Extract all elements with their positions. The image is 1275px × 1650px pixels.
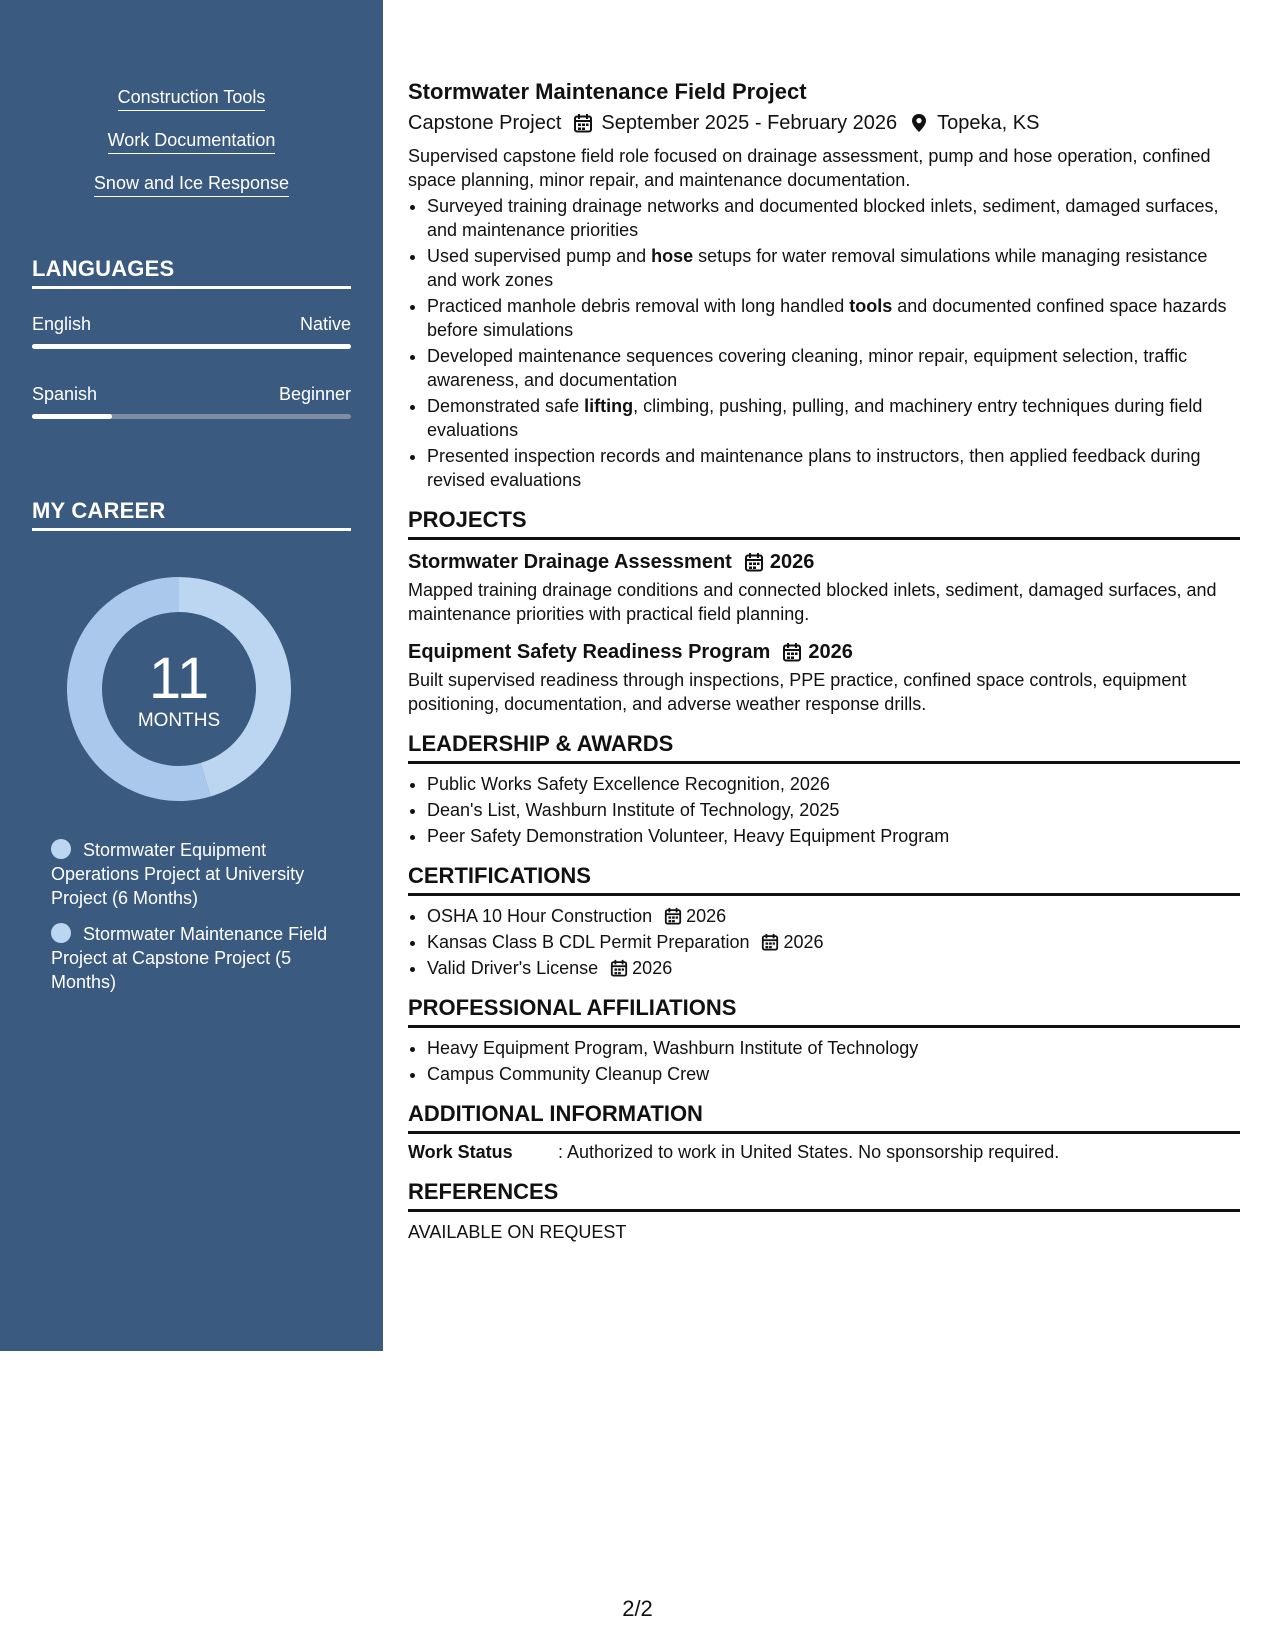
job-bullet: • Practiced manhole debris removal with long handled tools and documented confined space hazards before simulations <box>427 294 1240 342</box>
main-content <box>408 78 1240 1244</box>
project-year: 2026 <box>769 551 815 573</box>
language-level: Native <box>299 314 351 334</box>
leadership-item: • Dean's List, Washburn Institute of Technology, 2025 <box>427 798 1240 822</box>
skill-link-snow-ice-response[interactable]: Snow and Ice Response <box>94 172 289 197</box>
career-heading: MY CAREER <box>32 498 351 531</box>
leadership-item: • Public Works Safety Excellence Recognition, 2026 <box>427 772 1240 796</box>
job-meta <box>408 108 1240 138</box>
skill-links <box>0 86 383 215</box>
page-number: 2/2 <box>622 1596 653 1621</box>
career-item-text: Stormwater Maintenance Field Project at Capstone Project (5 Months) <box>51 924 328 992</box>
leadership-heading: LEADERSHIP & AWARDS <box>408 730 1240 764</box>
calendar-icon <box>782 642 802 662</box>
skill-link-work-documentation[interactable]: Work Documentation <box>108 129 276 154</box>
calendar-icon <box>610 959 628 977</box>
career-total-value: 11 <box>148 646 210 711</box>
language-fill <box>32 414 112 419</box>
job-dates: September 2025 - February 2026 <box>601 112 898 134</box>
job-org: Capstone Project <box>408 112 562 134</box>
career-item-text: Stormwater Equipment Operations Project at University Project (6 Months) <box>51 840 305 908</box>
affiliation-item: • Campus Community Cleanup Crew <box>427 1062 1240 1086</box>
language-bar-spanish <box>32 414 351 419</box>
language-bar-english <box>32 344 351 349</box>
calendar-icon <box>761 933 779 951</box>
additional-info-heading: ADDITIONAL INFORMATION <box>408 1100 1240 1134</box>
language-name: Spanish <box>32 384 98 404</box>
language-name: English <box>32 314 92 334</box>
language-level: Beginner <box>278 384 351 404</box>
legend-dot-icon <box>51 839 71 859</box>
certification-item: • Valid Driver's License 2026 <box>427 956 1240 980</box>
calendar-icon <box>744 552 764 572</box>
calendar-icon <box>573 113 593 133</box>
project-year: 2026 <box>808 641 853 663</box>
affiliations-list <box>408 1036 1240 1086</box>
languages-heading: LANGUAGES <box>32 256 351 289</box>
language-row-spanish <box>32 384 351 405</box>
affiliation-item: • Heavy Equipment Program, Washburn Institute of Technology <box>427 1036 1240 1060</box>
sidebar <box>0 0 383 1351</box>
certification-year: 2026 <box>632 958 673 978</box>
language-row-english <box>32 314 351 335</box>
certification-year: 2026 <box>783 932 824 952</box>
project-title: Stormwater Drainage Assessment 2026 <box>408 548 1240 576</box>
certification-item: • OSHA 10 Hour Construction 2026 <box>427 904 1240 928</box>
career-item <box>51 838 341 910</box>
references-value: AVAILABLE ON REQUEST <box>408 1222 627 1242</box>
job-bullet: • Developed maintenance sequences covering cleaning, minor repair, equipment selection, traffic awareness, and documentation <box>427 344 1240 392</box>
projects-heading: PROJECTS <box>408 506 1240 540</box>
work-status-value: : Authorized to work in United States. No sponsorship required. <box>558 1142 1060 1162</box>
certifications-heading: CERTIFICATIONS <box>408 862 1240 896</box>
affiliations-heading: PROFESSIONAL AFFILIATIONS <box>408 994 1240 1028</box>
certifications-list <box>408 904 1240 980</box>
work-status-row <box>408 1140 1240 1164</box>
job-bullet: • Used supervised pump and hose setups for water removal simulations while managing resistance and work zones <box>427 244 1240 292</box>
job-title: Stormwater Maintenance Field Project <box>408 79 807 104</box>
language-fill <box>32 344 351 349</box>
project-description: Built supervised readiness through inspections, PPE practice, confined space controls, equipment positioning, documentation, and adverse weather response drills. <box>408 670 1187 714</box>
references-heading: REFERENCES <box>408 1178 1240 1212</box>
legend-dot-icon <box>51 923 71 943</box>
leadership-item: • Peer Safety Demonstration Volunteer, Heavy Equipment Program <box>427 824 1240 848</box>
certification-year: 2026 <box>686 906 727 926</box>
certification-item: • Kansas Class B CDL Permit Preparation 2026 <box>427 930 1240 954</box>
career-list <box>51 838 341 1006</box>
career-total-unit: MONTHS <box>137 710 221 731</box>
job-description: Supervised capstone field role focused on drainage assessment, pump and hose operation, confined space planning, minor repair, and maintenance documentation. <box>408 146 1211 190</box>
project-description: Mapped training drainage conditions and connected blocked inlets, sediment, damaged surfaces, and maintenance priorities with practical field planning. <box>408 580 1217 624</box>
job-bullet: • Demonstrated safe lifting, climbing, pushing, pulling, and machinery entry techniques during field evaluations <box>427 394 1240 442</box>
job-bullets <box>408 194 1240 492</box>
calendar-icon <box>664 907 682 925</box>
career-item <box>51 922 341 994</box>
location-pin-icon <box>909 113 929 133</box>
job-location: Topeka, KS <box>937 112 1040 134</box>
project-title: Equipment Safety Readiness Program 2026 <box>408 638 1240 666</box>
job-bullet: • Presented inspection records and maintenance plans to instructors, then applied feedback during revised evaluations <box>427 444 1240 492</box>
skill-link-construction-tools[interactable]: Construction Tools <box>118 86 266 111</box>
work-status-label: Work Status <box>408 1142 513 1162</box>
job-bullet: • Surveyed training drainage networks and documented blocked inlets, sediment, damaged surfaces, and maintenance priorities <box>427 194 1240 242</box>
leadership-list <box>408 772 1240 848</box>
